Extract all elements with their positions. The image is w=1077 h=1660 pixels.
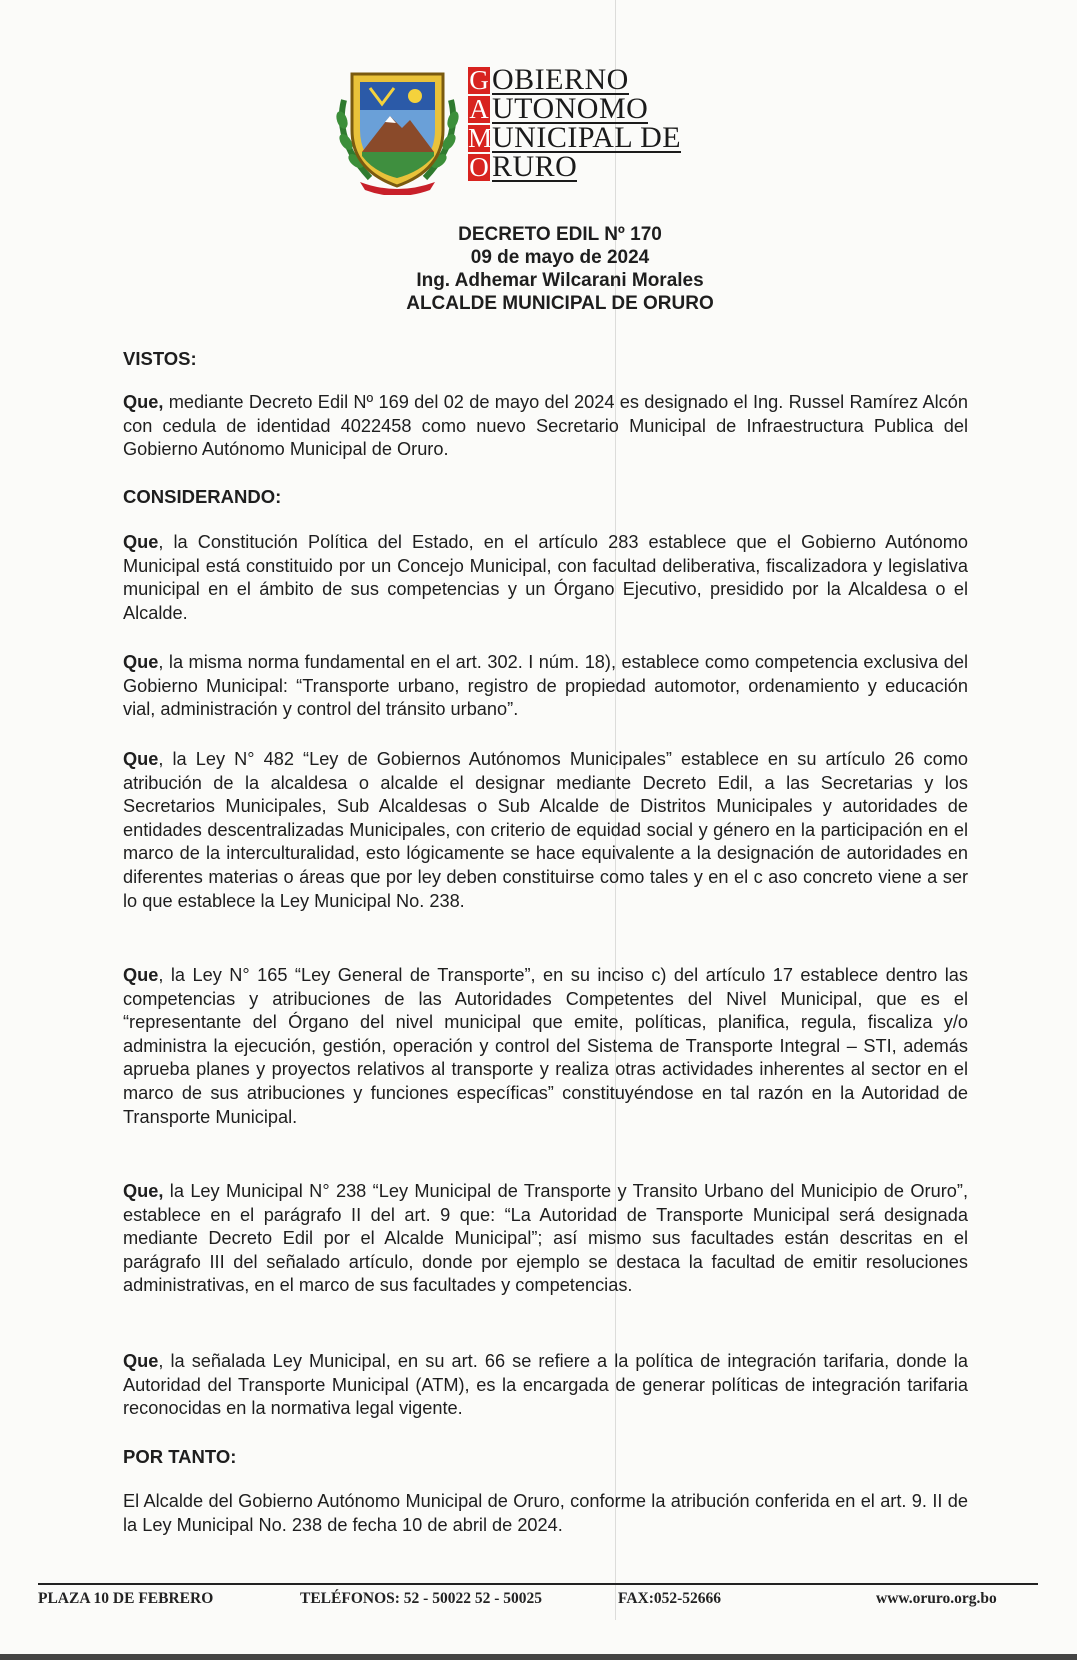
- paragraph: [123, 1180, 968, 1298]
- footer-divider: [38, 1583, 1038, 1585]
- paragraph-text: , la Ley N° 482 “Ley de Gobiernos Autónomos Municipales” establece en su artículo 26 como atribución de la alcaldesa o alcalde el designar mediante Decreto Edil, a las Secretarias y los Secretarios Municipales, Sub Alcaldesas o Sub Alcalde de Distritos Municipales y autoridades de entidades descentralizadas Municipales, con criterio de equidad social y género en la participación en el marco de la interculturalidad, esto lógicamente se hace equivalente a la designación de autoridades en diferentes materias o áreas que por ley deben constituirse como tales y en el c aso concreto viene a ser lo que establece la Ley Municipal No. 238.: [123, 749, 968, 911]
- paragraph-text: , la Ley N° 165 “Ley General de Transporte”, en su inciso c) del artículo 17 establece dentro las competencias y atribuciones de las Autoridades Competentes del Nivel Municipal, que es el “representante del Órgano del nivel municipal que emite, políticas, planifica, regula, fiscaliza y/o administra la ejecución, gestión, operación y control del Sistema de Transporte Integral – STI, además aprueba planes y proyectos relativos al transporte y realiza otras actividades inherentes al sector en el marco de sus atribuciones y funciones específicas” constituyéndose en tal razón en la Autoridad de Transporte Municipal.: [123, 965, 968, 1127]
- paragraph: [123, 391, 968, 462]
- paragraph: [123, 748, 968, 913]
- mayor-name: Ing. Adhemar Wilcarani Morales: [416, 270, 704, 291]
- logo-word: UTONOMO: [492, 92, 649, 125]
- paragraph-lead: Que: [123, 1351, 159, 1371]
- paragraph-text: mediante Decreto Edil Nº 169 del 02 de mayo del 2024 es designado el Ing. Russel Ramírez Alcón con cedula de identidad 4022458 como nuevo Secretario Municipal de Infraestructura Publica del Gobierno Autónomo Municipal de Oruro.: [123, 392, 968, 460]
- paragraph-lead: Que: [123, 749, 159, 769]
- paragraph-text: El Alcalde del Gobierno Autónomo Municipal de Oruro, conforme la atribución conferida en el art. 9. II de la Ley Municipal No. 238 de fecha 10 de abril de 2024.: [123, 1491, 968, 1535]
- heading-por-tanto: POR TANTO:: [123, 1446, 237, 1467]
- logo-word: OBIERNO: [492, 63, 629, 96]
- paragraph-lead: Que,: [123, 1181, 164, 1201]
- decree-header: [300, 223, 820, 315]
- footer-fax: FAX:052-52666: [618, 1590, 722, 1607]
- logo-word: UNICIPAL DE: [492, 121, 682, 154]
- paragraph: [123, 1490, 968, 1537]
- logo-row: [468, 63, 681, 96]
- footer: [38, 1590, 1038, 1614]
- logo-initial: M: [468, 123, 493, 153]
- paragraph-lead: Que,: [123, 392, 164, 412]
- coat-of-arms-icon: [330, 60, 465, 195]
- paragraph: [123, 1350, 968, 1421]
- paragraph: [123, 651, 968, 722]
- paragraph-text: , la Constitución Política del Estado, en el artículo 283 establece que el Gobierno Autónomo Municipal está constituido por un Concejo Municipal, con facultad deliberativa, fiscalizadora y legislativa municipal en el ámbito de sus competencias y un Órgano Ejecutivo, presidido por la Alcaldesa o el Alcalde.: [123, 532, 968, 623]
- paragraph-text: , la señalada Ley Municipal, en su art. 66 se refiere a la política de integración tarifaria, donde la Autoridad del Transporte Municipal (ATM), es la encargada de generar políticas de integración tarifaria reconocidas en la normativa legal vigente.: [123, 1351, 968, 1419]
- footer-address: PLAZA 10 DE FEBRERO: [38, 1590, 214, 1607]
- logo-word: RURO: [492, 150, 578, 183]
- heading-considerando: CONSIDERANDO:: [123, 486, 282, 507]
- scan-edge: [0, 1654, 1077, 1660]
- logo-row: [468, 150, 681, 183]
- footer-website: www.oruro.org.bo: [876, 1590, 997, 1607]
- logo-initial: O: [469, 152, 489, 182]
- paragraph-text: la Ley Municipal N° 238 “Ley Municipal de Transporte y Transito Urbano del Municipio de Oruro”, establece en el parágrafo II del art. 9 que: “La Autoridad de Transporte Municipal será designada mediante Decreto Edil por el Alcalde Municipal”; así mismo sus facultades están descritas en el parágrafo III del señalado artículo, donde por ejemplo se destaca la facultad de emitir resoluciones administrativas, en el marco de sus facultades y competencias.: [123, 1181, 968, 1296]
- mayor-office: ALCALDE MUNICIPAL DE ORURO: [406, 293, 714, 314]
- paragraph: [123, 964, 968, 1129]
- footer-phones: TELÉFONOS: 52 - 50022 52 - 50025: [300, 1590, 542, 1607]
- paragraph: [123, 531, 968, 625]
- paragraph-lead: Que: [123, 532, 159, 552]
- decree-date: 09 de mayo de 2024: [470, 247, 650, 268]
- paragraph-lead: Que: [123, 652, 159, 672]
- logo-row: [468, 92, 681, 125]
- municipal-logo: [330, 60, 730, 200]
- paragraph-lead: Que: [123, 965, 159, 985]
- heading-vistos: VISTOS:: [123, 348, 197, 369]
- decree-number: DECRETO EDIL Nº 170: [458, 224, 662, 245]
- logo-initial: A: [469, 94, 489, 124]
- paragraph-text: , la misma norma fundamental en el art. 302. I núm. 18), establece como competencia exclusiva del Gobierno Municipal: “Transporte urbano, registro de propiedad automotor, ordenamiento y educación vial, administración y control del tránsito urbano”.: [123, 652, 968, 720]
- logo-initial: G: [469, 65, 489, 95]
- logo-wordmark: [468, 63, 682, 183]
- logo-row: [468, 121, 682, 154]
